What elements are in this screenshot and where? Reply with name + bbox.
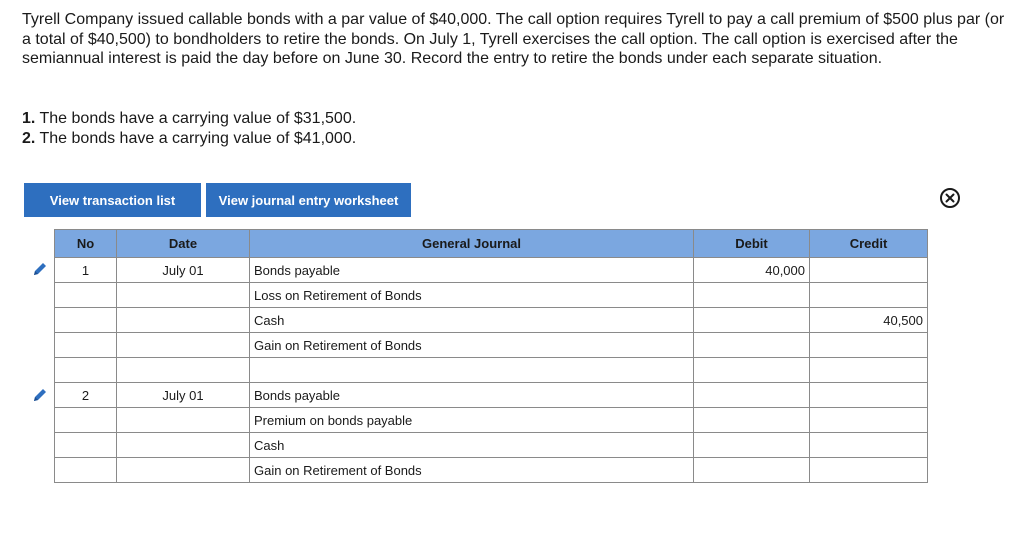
cell-account: Gain on Retirement of Bonds [250,458,694,483]
problem-statement [22,10,1007,69]
cell-no [55,283,117,308]
cell-credit: 40,500 [810,308,928,333]
cell-credit [810,383,928,408]
requirement-text: The bonds have a carrying value of $41,000. [39,130,357,147]
cell-date: July 01 [117,258,250,283]
cell-debit [694,358,810,383]
cell-debit [694,308,810,333]
problem-text: Tyrell Company issued callable bonds with a par value of $40,000. The call option requires Tyrell to pay a call premium of $500 plus par (or a total of $40,500) to bondholders to retire the bonds. On July 1, Tyrell exercises the call option. The call option is exercised after the semiannual interest is paid the day before on June 30. Record the entry to retire the bonds under each separate situation. [22,11,1005,67]
table-row [55,283,928,308]
table-row [55,308,928,333]
header-date: Date [117,230,250,258]
close-x-glyph [945,193,955,203]
cell-account: Cash [250,308,694,333]
cell-debit [694,458,810,483]
cell-no: 2 [55,383,117,408]
cell-debit: 40,000 [694,258,810,283]
table-row [55,383,928,408]
cell-credit [810,458,928,483]
cell-credit [810,333,928,358]
cell-date [117,333,250,358]
cell-credit [810,283,928,308]
cell-account: Premium on bonds payable [250,408,694,433]
cell-no [55,358,117,383]
cell-no [55,333,117,358]
cell-date [117,358,250,383]
edit-entry-1-pencil-icon[interactable] [32,261,48,277]
header-debit: Debit [694,230,810,258]
table-header-row [55,230,928,258]
table-row [55,458,928,483]
table-row [55,408,928,433]
cell-account: Loss on Retirement of Bonds [250,283,694,308]
close-icon[interactable] [940,188,960,208]
cell-date [117,308,250,333]
cell-debit [694,283,810,308]
cell-account: Bonds payable [250,383,694,408]
requirement-number: 2. [22,130,36,147]
general-journal-table [54,229,928,483]
cell-debit [694,408,810,433]
header-no: No [55,230,117,258]
requirement-number: 1. [22,110,36,127]
cell-no: 1 [55,258,117,283]
table-row [55,358,928,383]
cell-date [117,458,250,483]
cell-debit [694,333,810,358]
header-general-journal: General Journal [250,230,694,258]
edit-entry-2-pencil-icon[interactable] [32,387,48,403]
cell-date [117,433,250,458]
view-transaction-list-button[interactable]: View transaction list [24,183,201,217]
cell-no [55,433,117,458]
cell-credit [810,358,928,383]
requirements-list [22,109,356,149]
cell-no [55,308,117,333]
requirement-2 [22,129,356,149]
table-row [55,333,928,358]
cell-account: Cash [250,433,694,458]
requirement-1 [22,109,356,129]
header-credit: Credit [810,230,928,258]
cell-account: Bonds payable [250,258,694,283]
cell-date: July 01 [117,383,250,408]
cell-date [117,408,250,433]
cell-credit [810,433,928,458]
cell-debit [694,383,810,408]
cell-date [117,283,250,308]
cell-debit [694,433,810,458]
table-row [55,258,928,283]
cell-no [55,458,117,483]
cell-credit [810,258,928,283]
requirement-text: The bonds have a carrying value of $31,500. [39,110,357,127]
cell-no [55,408,117,433]
cell-credit [810,408,928,433]
cell-account: Gain on Retirement of Bonds [250,333,694,358]
table-row [55,433,928,458]
view-journal-worksheet-button[interactable]: View journal entry worksheet [206,183,411,217]
cell-account [250,358,694,383]
